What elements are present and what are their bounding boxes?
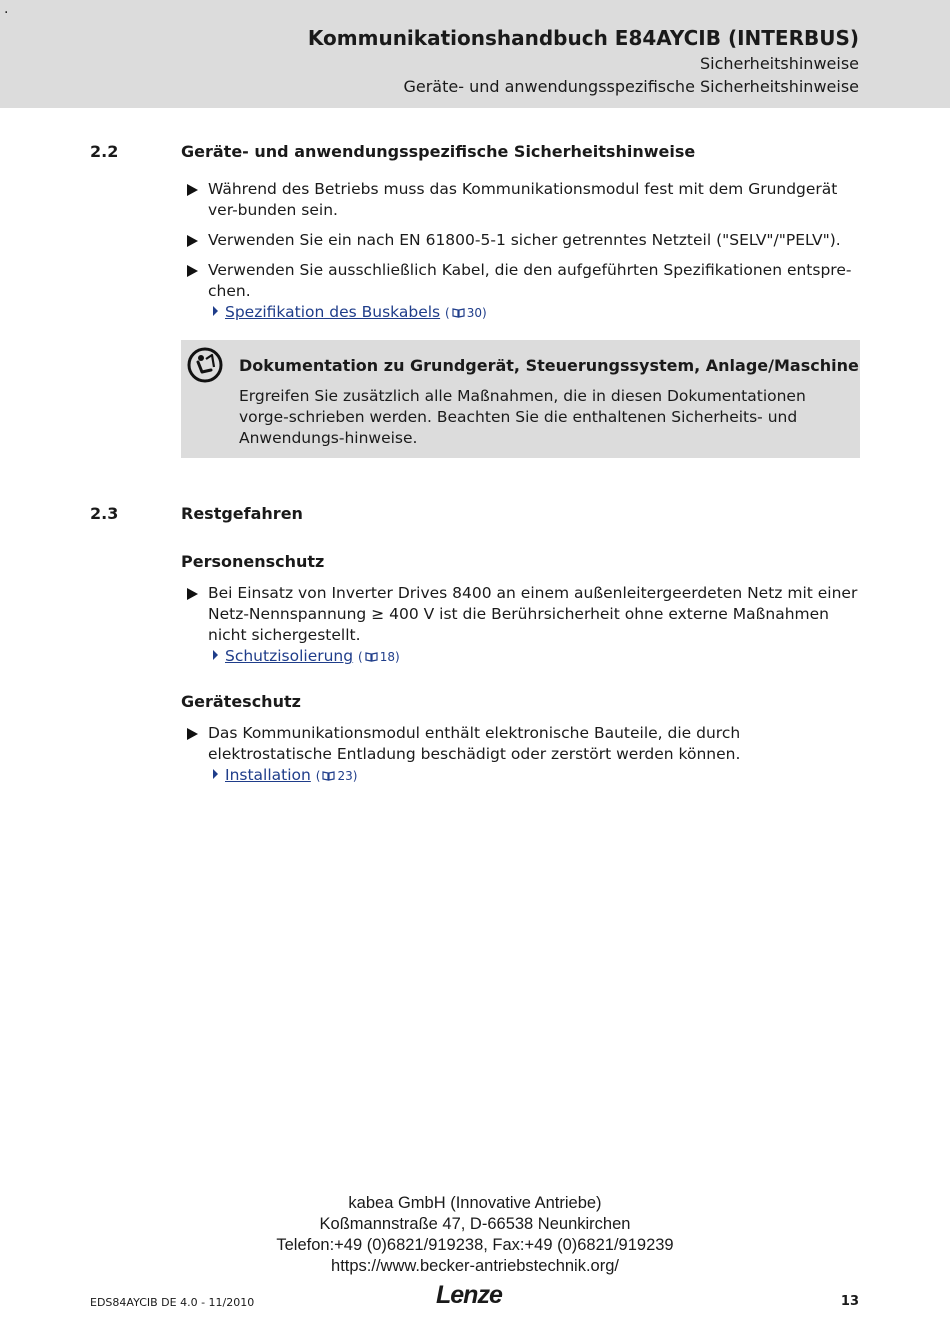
- address-line: Telefon:+49 (0)6821/919238, Fax:+49 (0)6821/919239: [276, 1236, 674, 1254]
- documentation-note-box: [181, 340, 860, 458]
- chapter-title: Sicherheitshinweise: [700, 54, 859, 73]
- book-icon: [322, 771, 335, 781]
- page-header: [0, 0, 950, 108]
- document-code: EDS84AYCIB DE 4.0 - 11/2010: [90, 1296, 255, 1309]
- list-item: Das Kommunikationsmodul enthält elektronische Bauteile, die durch elektrostatische Entladung beschädigt oder zerstört werden können.: [185, 723, 865, 765]
- section-title-2-3: Restgefahren: [181, 504, 303, 523]
- subheading-personenschutz: Personenschutz: [181, 552, 325, 571]
- xref-installation[interactable]: Installation ( 23): [213, 765, 357, 787]
- documentation-reader-icon: [185, 345, 225, 385]
- xref-schutzisolierung[interactable]: Schutzisolierung ( 18): [213, 646, 400, 668]
- bullet-triangle-icon: [187, 728, 198, 740]
- list-item: Während des Betriebs muss das Kommunikationsmodul fest mit dem Grundgerät ver-bunden sein.: [185, 179, 865, 221]
- address-line: Koßmannstraße 47, D-66538 Neunkirchen: [319, 1215, 631, 1233]
- section-number-2-3: 2.3: [90, 504, 119, 523]
- book-icon: [452, 308, 465, 318]
- address-line: https://www.becker-antriebstechnik.org/: [331, 1257, 619, 1275]
- link-arrow-icon: [213, 650, 218, 660]
- section-title-2-2: Geräte- und anwendungsspezifische Sicherheitshinweise: [181, 142, 696, 161]
- address-line: kabea GmbH (Innovative Antriebe): [348, 1194, 602, 1212]
- dealer-address: [0, 1193, 950, 1277]
- list-item: Bei Einsatz von Inverter Drives 8400 an einem außenleitergeerdeten Netz mit einer Netz-Nennspannung ≥ 400 V ist die Berührsicherheit ohne externe Maßnahmen nicht sichergestellt.: [185, 583, 865, 646]
- xref-link[interactable]: Schutzisolierung: [225, 647, 354, 665]
- bullet-triangle-icon: [187, 588, 198, 600]
- section-running-title: Geräte- und anwendungsspezifische Sicherheitshinweise: [403, 77, 859, 96]
- subheading-geraeteschutz: Geräteschutz: [181, 692, 301, 711]
- note-title: Dokumentation zu Grundgerät, Steuerungssystem, Anlage/Maschine: [239, 356, 859, 375]
- xref-link[interactable]: Installation: [225, 766, 311, 784]
- xref-link[interactable]: Spezifikation des Buskabels: [225, 303, 441, 321]
- list-item: Verwenden Sie ein nach EN 61800-5-1 sicher getrenntes Netzteil ("SELV"/"PELV").: [185, 230, 865, 251]
- bullet-triangle-icon: [187, 184, 198, 196]
- page-number: 13: [840, 1294, 859, 1309]
- manual-title: Kommunikationshandbuch E84AYCIB (INTERBUS): [307, 26, 859, 50]
- bullet-triangle-icon: [187, 235, 198, 247]
- link-arrow-icon: [213, 306, 218, 316]
- lenze-logo: Lenze: [436, 1281, 502, 1309]
- list-item: Verwenden Sie ausschließlich Kabel, die den aufgeführten Spezifikationen entspre-chen.: [185, 260, 865, 302]
- section-number-2-2: 2.2: [90, 142, 119, 161]
- link-arrow-icon: [213, 769, 218, 779]
- xref-buskabel[interactable]: Spezifikation des Buskabels ( 30): [213, 302, 487, 324]
- header-marker: .: [4, 1, 9, 17]
- book-icon: [365, 652, 378, 662]
- bullet-triangle-icon: [187, 265, 198, 277]
- note-text: Ergreifen Sie zusätzlich alle Maßnahmen, die in diesen Dokumentationen vorge-schrieben werden. Beachten Sie die enthaltenen Sicherheits- und Anwendungs-hinweise.: [239, 387, 806, 447]
